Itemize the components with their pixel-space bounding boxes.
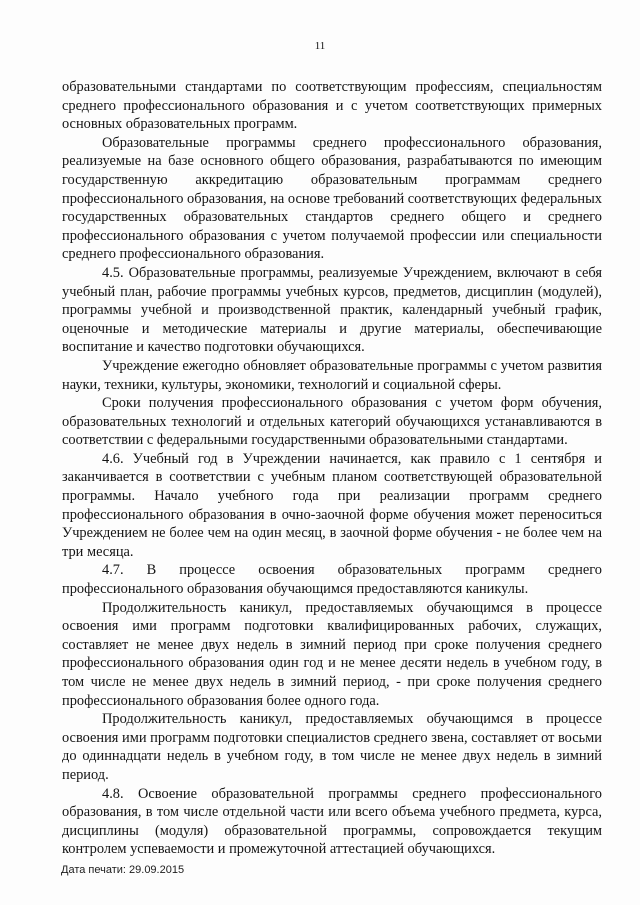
paragraph: образовательными стандартами по соответствующим профессиям, специальностям среднего профессионального образования и с учетом соответствующих примерных основных образовательных программ. bbox=[62, 79, 602, 133]
paragraph-4-7: 4.7. В процессе освоения образовательных программ среднего профессионального образования обучающимся предоставляются каникулы. bbox=[62, 562, 602, 598]
print-date: Дата печати: 29.09.2015 bbox=[61, 864, 185, 876]
paragraph: Сроки получения профессионального образования с учетом форм обучения, образовательных технологий и отдельных категорий обучающихся устанавливаются в соответствии с федеральными государственными образовательными стандартами. bbox=[62, 395, 602, 449]
document-body bbox=[62, 78, 602, 859]
paragraph-4-5: 4.5. Образовательные программы, реализуемые Учреждением, включают в себя учебный план, рабочие программы учебных курсов, предметов, дисциплин (модулей), программы учебной и производственной практик, календарный учебный график, оценочные и методические материалы и другие материалы, обеспечивающие воспитание и качество подготовки обучающихся. bbox=[62, 264, 602, 356]
paragraph: Продолжительность каникул, предоставляемых обучающимся в процессе освоения ими программ подготовки специалистов среднего звена, составляет от восьми до одиннадцати недель в учебном году, в том числе не менее двух недель в зимний период. bbox=[62, 711, 602, 783]
page-number: 11 bbox=[314, 40, 326, 52]
paragraph-4-6: 4.6. Учебный год в Учреждении начинается, как правило с 1 сентября и заканчивается в соответствии с учебным планом соответствующей образовательной программы. Начало учебного года при реализации программ среднего профессионального образования в очно-заочной форме обучения может переноситься Учреждением не более чем на один месяц, в заочной форме обучения - не более чем на три месяца. bbox=[62, 450, 602, 560]
paragraph: Продолжительность каникул, предоставляемых обучающимся в процессе освоения ими программ подготовки квалифицированных рабочих, служащих, составляет не менее двух недель в зимний период при сроке получения среднего профессионального образования один год и не менее десяти недель в учебном году, в том числе не менее двух недель в зимний период, - при сроке получения среднего профессионального образования более одного года. bbox=[62, 599, 602, 709]
paragraph: Учреждение ежегодно обновляет образовательные программы с учетом развития науки, техники, культуры, экономики, технологий и социальной сферы. bbox=[62, 357, 602, 393]
paragraph: Образовательные программы среднего профессионального образования, реализуемые на базе основного общего образования, разрабатываются по имеющим государственную аккредитацию образовательным программам среднего профессионального образования, на основе требований соответствующих федеральных государственных образовательных стандартов среднего общего и среднего профессионального образования с учетом получаемой профессии или специальности среднего профессионального образования. bbox=[62, 134, 602, 263]
paragraph-4-8: 4.8. Освоение образовательной программы среднего профессионального образования, в том числе отдельной части или всего объема учебного предмета, курса, дисциплины (модуля) образовательной программы, сопровождается текущим контролем успеваемости и промежуточной аттестацией обучающихся. bbox=[62, 785, 602, 858]
